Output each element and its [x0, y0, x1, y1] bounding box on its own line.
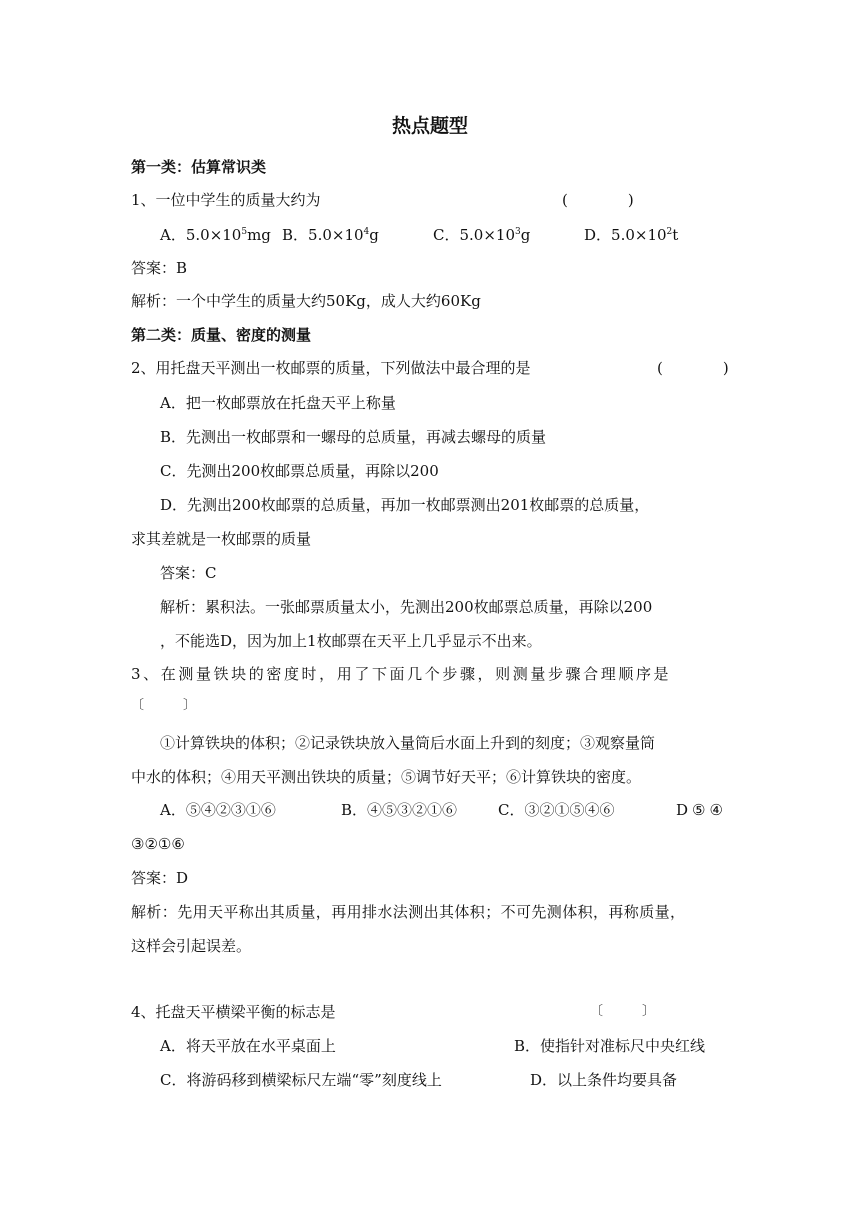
- question-2-analysis-continued: ，不能选D，因为加上1枚邮票在天平上几乎显示不出来。: [160, 632, 542, 650]
- question-3-answer: 答案：D: [131, 869, 189, 887]
- question-2-option-c: C．先测出200枚邮票总质量，再除以200: [160, 462, 439, 480]
- question-2-stem: 2、用托盘天平测出一枚邮票的质量，下列做法中最合理的是: [131, 359, 531, 377]
- question-4-option-d: D．以上条件均要具备: [530, 1071, 678, 1089]
- question-4-option-a: A．将天平放在水平桌面上: [160, 1037, 336, 1055]
- question-3-option-d: D⑤④: [676, 801, 727, 819]
- question-4-stem: 4、托盘天平横梁平衡的标志是: [131, 1003, 336, 1021]
- question-3-analysis: 解析：先用天平称出其质量，再用排水法测出其体积；不可先测体积，再称质量，: [131, 903, 686, 921]
- section-1-heading: 第一类：估算常识类: [131, 158, 267, 176]
- question-2-answer-bracket: ( ): [657, 359, 729, 377]
- question-2-analysis: 解析：累积法。一张邮票质量太小，先测出200枚邮票总质量，再除以200: [160, 598, 653, 616]
- question-3-option-c: C．③②①⑤④⑥: [498, 801, 615, 819]
- question-3-answer-bracket: 〔 〕: [131, 698, 197, 713]
- question-1-option-c: C．$5.0\times 10^3g$: [433, 226, 531, 244]
- question-1-option-b: B．$5.0\times 10^4g$: [282, 226, 379, 244]
- question-4-answer-bracket: 〔 〕: [590, 1004, 656, 1019]
- question-2-answer: 答案：C: [160, 564, 217, 582]
- question-2-option-b: B．先测出一枚邮票和一螺母的总质量，再减去螺母的质量: [160, 428, 547, 446]
- question-1-answer-bracket: ( ): [562, 191, 634, 209]
- section-2-heading: 第二类：质量、密度的测量: [131, 326, 312, 344]
- question-3-option-d-continued: ③②①⑥: [131, 835, 185, 853]
- question-4-option-b: B．使指针对准标尺中央红线: [514, 1037, 706, 1055]
- question-2-option-d: D．先测出200枚邮票的总质量，再加一枚邮票测出201枚邮票的总质量，: [160, 496, 650, 514]
- question-1-answer: 答案：B: [131, 259, 188, 277]
- question-1-analysis: 解析：一个中学生的质量大约50Kg，成人大约60Kg: [131, 292, 481, 310]
- question-4-option-c: C．将游码移到横梁标尺左端“零”刻度线上: [160, 1071, 442, 1089]
- question-3-steps: ①计算铁块的体积；②记录铁块放入量筒后水面上升到的刻度；③观察量筒: [160, 734, 656, 752]
- question-1-option-a: A．$5.0\times 10^5mg$: [160, 226, 271, 244]
- question-2-option-d-continued: 求其差就是一枚邮票的质量: [131, 530, 312, 548]
- question-3-steps-continued: 中水的体积；④用天平测出铁块的质量；⑤调节好天平；⑥计算铁块的密度。: [131, 768, 642, 786]
- page-title: 热点题型: [391, 115, 468, 137]
- question-1-option-d: D．$5.0\times 10^2t$: [584, 226, 679, 244]
- question-3-analysis-continued: 这样会引起误差。: [131, 937, 252, 955]
- question-3-option-b: B．④⑤③②①⑥: [341, 801, 458, 819]
- question-3-option-a: A．⑤④②③①⑥: [160, 801, 276, 819]
- question-2-option-a: A．把一枚邮票放在托盘天平上称量: [160, 394, 396, 412]
- question-1-stem: 1、一位中学生的质量大约为: [131, 191, 321, 209]
- question-3-stem: 3、在测量铁块的密度时，用了下面几个步骤，则测量步骤合理顺序是: [131, 665, 672, 683]
